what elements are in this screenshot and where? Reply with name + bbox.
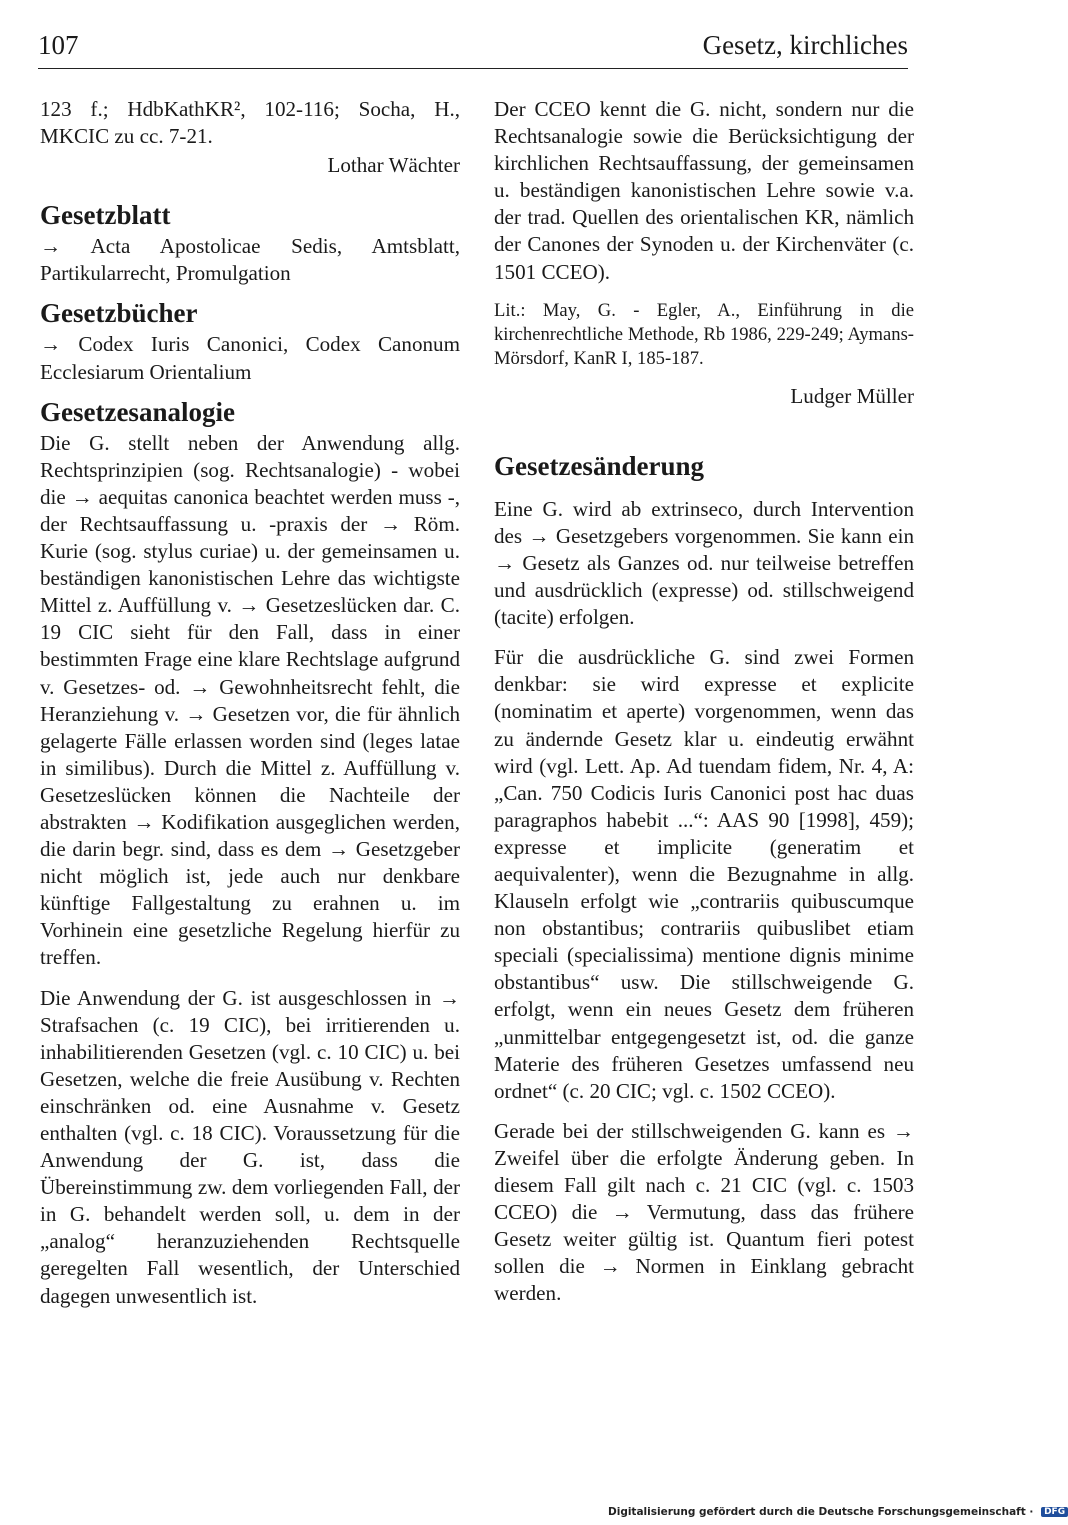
- paragraph: Die Anwendung der G. ist ausgeschlossen in → Strafsachen (c. 19 CIC), bei irritierenden u. inhabilitierenden Gesetzen (vgl. c. 10 CIC) u. bei Gesetzen, welche die freie Ausübung v. Rechten einschränken od. eine Ausnahme v. Gesetz enthalten (vgl. c. 18 CIC). Voraussetzung für die Anwendung der G. ist, dass die Übereinstimmung zw. dem vorliegenden Fall, der in G. behandelt werden soll, u. dem in der „analog“ heranzuziehenden Rechtsquelle geregelten Fall wesentlich, der Unterschied dagegen unwesentlich ist.: [40, 985, 460, 1308]
- paragraph: Die G. stellt neben der Anwendung allg. Rechtsprinzipien (sog. Rechtsanalogie) - wobei die → aequitas canonica beachtet werden muss -, der Rechtsauffassung u. -praxis der → Röm. Kurie (sog. stylus curiae) u. der gemeinsamen u. beständigen kanonistischen Lehre das wichtigste Mittel z. Auffüllung v. → Gesetzeslücken dar. C. 19 CIC sieht für den Fall, dass in einer bestimmten Frage eine klare Rechtslage aufgrund v. Gesetzes- od. → Gewohnheitsrecht fehlt, die Heranziehung v. → Gesetzen vor, die für ähnlich gelagerte Fälle erlassen worden sind (leges latae in similibus). Durch die Mittel z. Auffüllung v. Gesetzeslücken können die Nachteile der abstrakten → Kodifikation ausgeglichen werden, die darin begr. sind, dass es dem → Gesetzgeber nicht möglich ist, jede auch nur denkbare künftige Fallgestaltung zu erahnen u. im Vorhinein eine gesetzliche Regelung hierfür zu treffen.: [40, 430, 460, 970]
- entry-title-gesetzbuecher: Gesetzbücher: [40, 298, 198, 329]
- paragraph: Gerade bei der stillschweigenden G. kann es → Zweifel über die erfolgte Änderung geben. In diesem Fall gilt nach c. 21 CIC (vgl. c. 1503 CCEO) die → Vermutung, dass das frühere Gesetz weiter gültig ist. Quantum fieri potest sollen die → Normen in Einklang gebracht werden.: [494, 1118, 914, 1306]
- paragraph: Der CCEO kennt die G. nicht, sondern nur die Rechtsanalogie sowie die Berücksichtigung der kirchlichen Rechtsauffassung, der gemeinsamen u. beständigen kanonistischen Lehre sowie v.a. der trad. Quellen des orientalischen KR, nämlich der Canones der Synoden u. der Kirchenväter (c. 1501 CCEO).: [494, 97, 914, 284]
- entry-text-gesetzbuecher: → Codex Iuris Canonici, Codex Canonum Ecclesiarum Orientalium: [40, 332, 460, 384]
- right-column: [494, 96, 914, 1307]
- dfg-logo: DFG: [1041, 1507, 1068, 1517]
- literature-reference: Lit.: May, G. - Egler, A., Einführung in die kirchenrechtliche Methode, Rb 1986, 229-249; Aymans-Mörsdorf, KanR I, 185-187.: [494, 299, 914, 369]
- left-column: [40, 96, 460, 1310]
- credit-text: Digitalisierung gefördert durch die Deutsche Forschungsgemeinschaft ·: [608, 1506, 1034, 1518]
- continued-reference: 123 f.; HdbKathKR², 102-116; Socha, H., MKCIC zu cc. 7-21.: [40, 97, 460, 149]
- entry-title-gesetzblatt: Gesetzblatt: [40, 200, 171, 231]
- page-header: [38, 28, 908, 69]
- paragraph: Für die ausdrückliche G. sind zwei Formen denkbar: sie wird expresse et explicite (nominatim et aperte) vorgenommen, wenn das zu ändernde Gesetz klar u. eindeutig erwähnt wird (vgl. Lett. Ap. Ad tuendam fidem, Nr. 4, A: „Can. 750 Codicis Iuris Canonici post hac duas paragraphos habebit ...“: AAS 90 [1998], 459); expresse et implicite (generatim et aequivalenter), wenn die Bezugnahme in allg. Klauseln erfolgt wie „contrariis quibuscumque non obstantibus; contrariis quibuslibet etiam speciali (specialissima) mentione dignis minime obstantibus“ usw. Die stillschweigende G. erfolgt, wenn ein neues Gesetz dem früheren „unmittelbar entgegengesetzt ist, od. die ganze Materie des früheren Gesetzes umfassend neu ordnet“ (c. 20 CIC; vgl. c. 1502 CCEO).: [494, 645, 914, 1103]
- running-head: Gesetz, kirchliches: [702, 30, 908, 60]
- author-signature: Ludger Müller: [790, 383, 914, 408]
- page-number: 107: [38, 30, 79, 60]
- author-signature: Lothar Wächter: [327, 153, 460, 178]
- entry-title-gesetzesaenderung: Gesetzesänderung: [494, 450, 704, 481]
- entry-text-gesetzblatt: → Acta Apostolicae Sedis, Amtsblatt, Partikularrecht, Promulgation: [40, 234, 460, 286]
- paragraph: Eine G. wird ab extrinseco, durch Intervention des → Gesetzgebers vorgenommen. Sie kann ein → Gesetz als Ganzes od. nur teilweise betreffen und ausdrücklich (expresse) od. stillschweigend (tacite) erfolgen.: [494, 496, 914, 630]
- entry-title-gesetzesanalogie: Gesetzesanalogie: [40, 396, 235, 427]
- digitization-credit: [608, 1506, 1068, 1518]
